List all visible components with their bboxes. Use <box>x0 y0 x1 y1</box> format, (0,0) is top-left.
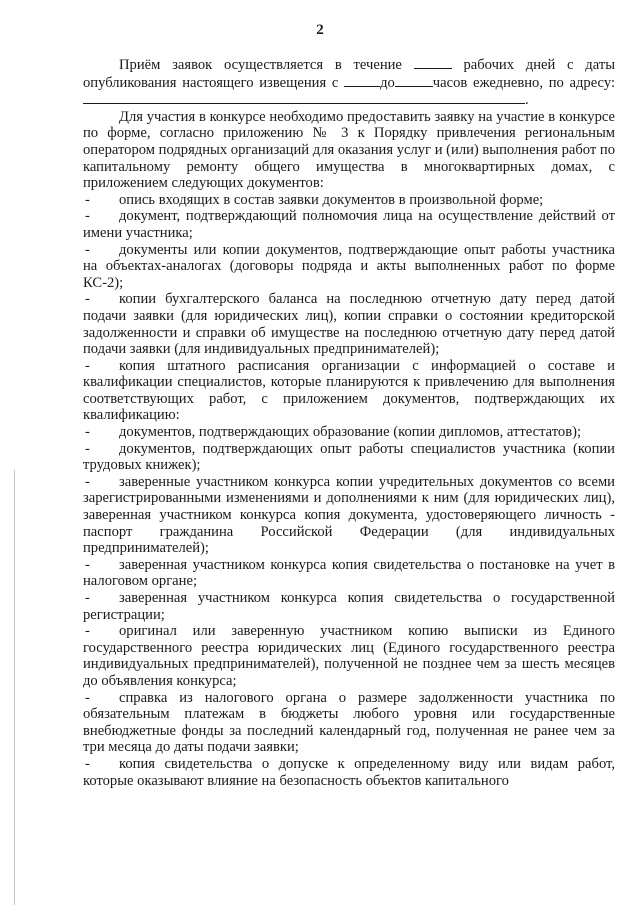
list-dash: - <box>85 241 90 258</box>
list-dash: - <box>85 191 90 208</box>
list-dash: - <box>85 357 90 374</box>
intro-text-4: часов ежедневно, по адресу: <box>432 74 616 91</box>
list-item <box>83 474 615 557</box>
hours-to-blank-field <box>395 74 433 87</box>
list-item <box>83 557 615 590</box>
list-dash: - <box>85 689 90 706</box>
list-item <box>83 291 615 357</box>
list-item <box>83 623 615 689</box>
list-item-text: оригинал или заверенную участником копию выписки из Единого государственного реестра юридических лиц (Единого государственного реестра индивидуальных предпринимателей), полученной не позднее чем за шесть месяцев до объявления конкурса; <box>83 623 615 689</box>
intro-text-5: . <box>525 92 529 109</box>
list-item <box>83 192 615 209</box>
list-item-text: документов, подтверждающих образование (копии дипломов, аттестатов); <box>119 424 582 441</box>
list-item-text: заверенные участником конкурса копии учредительных документов со всеми зарегистрированными изменениями и дополнениями к ним (для юридических лиц), заверенная участником конкурса копия документа, удостоверяющего личность - паспорт гражданина Российской Федерации (для индивидуальных предпринимателей); <box>83 473 615 557</box>
list-dash: - <box>85 473 90 490</box>
list-dash: - <box>85 424 90 441</box>
intro-text-3: до <box>380 74 395 91</box>
list-item <box>83 208 615 241</box>
submission-period-paragraph <box>83 56 615 109</box>
list-dash: - <box>85 440 90 457</box>
scan-edge-line <box>14 470 15 905</box>
page-number: 2 <box>316 22 324 38</box>
list-item-text: документы или копии документов, подтверждающие опыт работы участника на объектах-аналогах (договоры подряда и акты выполненных работ по форме КС-2); <box>83 241 615 291</box>
list-item-text: копия свидетельства о допуске к определенному виду или видам работ, которые оказывают влияние на безопасность объектов капитального <box>83 755 615 789</box>
list-item-text: опись входящих в состав заявки документов в произвольной форме; <box>119 191 544 208</box>
list-item <box>83 424 615 441</box>
list-item-text: копии бухгалтерского баланса на последнюю отчетную дату перед датой подачи заявки (для юридических лиц), копии справки о состоянии кредиторской задолженности и справки об имуществе на последнюю отчетную дату перед датой подачи заявки (для индивидуальных предпринимателей); <box>83 291 615 358</box>
list-item-text: копия штатного расписания организации с информацией о составе и квалификации специалистов, которые планируются к привлечению для выполнения соответствующих работ, с приложением документов, подтверждающих их квалификацию: <box>83 357 615 424</box>
list-dash: - <box>85 590 90 606</box>
address-blank-field <box>83 91 525 104</box>
intro-text-2: рабочих дней с даты опубликования настоящего извещения с <box>83 57 615 91</box>
hours-from-blank-field <box>344 74 380 87</box>
list-dash: - <box>85 556 90 573</box>
list-item <box>83 358 615 424</box>
requirements-paragraph: Для участия в конкурсе необходимо предоставить заявку на участие в конкурсе по форме, согласно приложению № 3 к Порядку привлечения региональным оператором подрядных организаций для оказания услуг и (или) выполнения работ по капитальному ремонту общего имущества в многоквартирных домах, с приложением следующих документов: <box>83 108 616 192</box>
list-dash: - <box>85 623 90 640</box>
list-item-text: документ, подтверждающий полномочия лица на осуществление действий от имени участника; <box>83 208 615 241</box>
list-item <box>83 441 615 474</box>
list-dash: - <box>85 755 90 772</box>
list-item <box>83 242 615 292</box>
list-dash: - <box>85 208 90 225</box>
list-item-text: документов, подтверждающих опыт работы специалистов участника (копии трудовых книжек); <box>83 440 615 474</box>
list-item-text: справка из налогового органа о размере задолженности участника по обязательным платежам в бюджеты любого уровня или государственные внебюджетные фонды за последний календарный год, полученная не ранее чем за три месяца до даты подачи заявки; <box>83 689 615 756</box>
list-item <box>83 690 615 756</box>
list-item-text: заверенная участником конкурса копия свидетельства о постановке на учет в налоговом органе; <box>83 556 615 590</box>
list-item <box>83 590 615 623</box>
document-body <box>83 56 615 789</box>
list-item <box>83 756 615 789</box>
days-blank-field <box>414 56 452 69</box>
list-dash: - <box>85 291 90 308</box>
list-item-text: заверенная участником конкурса копия свидетельства о государственной регистрации; <box>83 590 615 623</box>
intro-text-1: Приём заявок осуществляется в течение <box>119 57 402 73</box>
